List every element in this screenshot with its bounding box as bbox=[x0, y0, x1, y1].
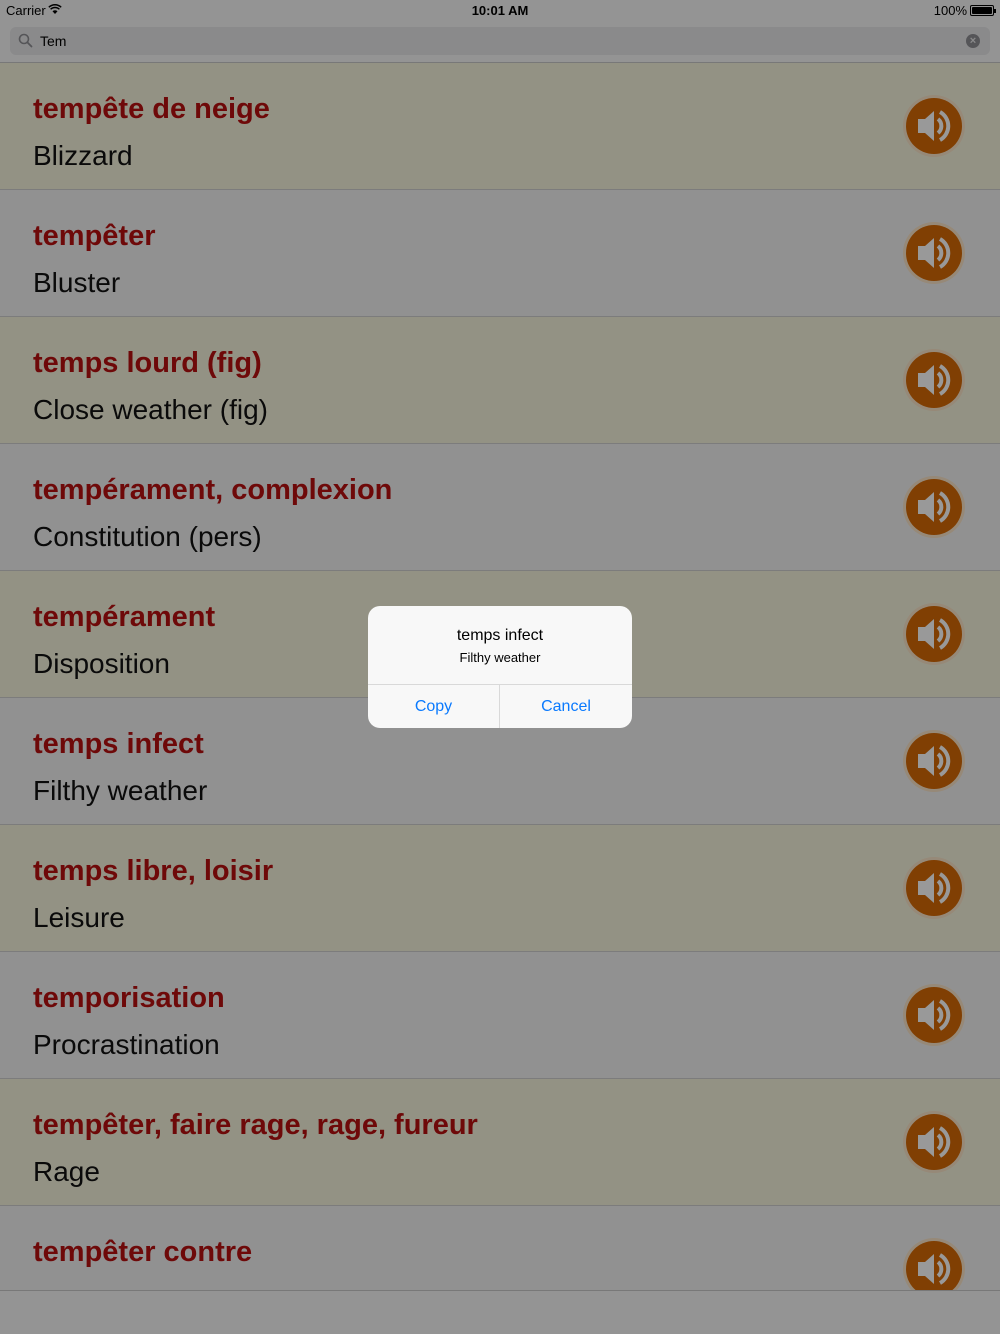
english-translation: Procrastination bbox=[33, 1029, 220, 1060]
french-term: temps lourd (fig) bbox=[33, 347, 262, 379]
alert-title: temps infect bbox=[456, 627, 544, 644]
french-term: temps infect bbox=[33, 728, 204, 760]
english-translation: Close weather (fig) bbox=[33, 394, 268, 425]
french-term: temporisation bbox=[33, 982, 225, 1014]
english-translation: Leisure bbox=[33, 902, 125, 933]
english-translation: Disposition bbox=[33, 648, 170, 679]
french-term: tempêter, faire rage, rage, fureur bbox=[33, 1109, 478, 1141]
french-term: tempête de neige bbox=[33, 93, 270, 125]
english-translation: Filthy weather bbox=[33, 775, 208, 806]
copy-button[interactable]: Copy bbox=[368, 685, 500, 728]
carrier-label: Carrier bbox=[6, 3, 46, 18]
cancel-button[interactable]: Cancel bbox=[541, 698, 591, 715]
french-term: temps libre, loisir bbox=[33, 855, 274, 887]
clear-search-icon[interactable]: × bbox=[966, 34, 980, 48]
alert-buttons bbox=[368, 684, 632, 728]
french-term: tempêter bbox=[33, 220, 156, 252]
alert-dialog bbox=[368, 606, 632, 728]
battery-percent: 100% bbox=[933, 3, 967, 18]
french-term: tempérament, complexion bbox=[33, 474, 393, 506]
french-term: tempérament bbox=[33, 601, 216, 633]
english-translation: Blizzard bbox=[33, 140, 133, 171]
english-translation: Bluster bbox=[33, 267, 121, 298]
english-translation: Constitution (pers) bbox=[33, 521, 262, 552]
clock: 10:01 AM bbox=[471, 3, 529, 18]
french-term: tempêter contre bbox=[33, 1236, 253, 1268]
alert-message: Filthy weather bbox=[459, 650, 541, 665]
english-translation: Rage bbox=[33, 1156, 100, 1187]
